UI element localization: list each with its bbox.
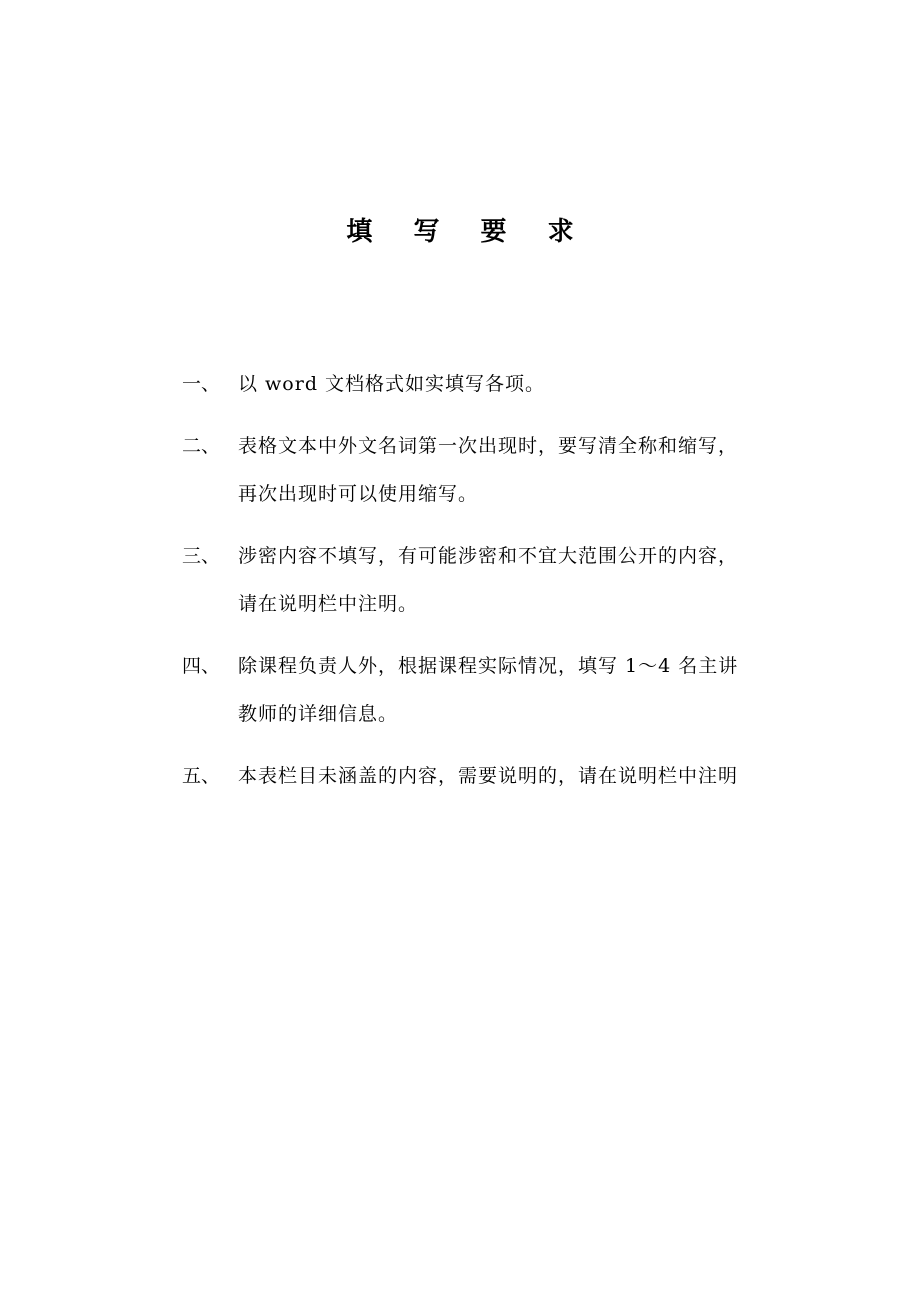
requirement-text: [238, 642, 782, 738]
requirement-text: [238, 532, 782, 628]
requirement-number: 二、: [182, 435, 221, 457]
requirement-line: 再次出现时可以使用缩写。: [238, 483, 479, 505]
requirement-line: 以 word 文档格式如实填写各项。: [238, 373, 546, 395]
requirement-line: 除课程负责人外，根据课程实际情况，填写 1～4 名主讲: [238, 655, 739, 677]
requirement-item-3: [182, 532, 782, 628]
requirement-number: 一、: [182, 373, 221, 395]
requirement-line: 涉密内容不填写，有可能涉密和不宜大范围公开的内容，: [238, 545, 739, 567]
requirement-number: 三、: [182, 545, 221, 567]
requirement-line: 表格文本中外文名词第一次出现时，要写清全称和缩写，: [238, 435, 739, 457]
requirement-text: [238, 422, 782, 518]
requirement-number: 四、: [182, 655, 221, 677]
requirement-item-1: [182, 360, 782, 408]
requirement-item-4: [182, 642, 782, 738]
requirement-line: 本表栏目未涵盖的内容，需要说明的，请在说明栏中注明: [238, 765, 739, 787]
requirement-text: [238, 360, 782, 408]
requirement-line: 教师的详细信息。: [238, 703, 399, 725]
page-title: 填 写 要 求: [346, 217, 590, 247]
requirement-text: [238, 752, 782, 800]
requirement-line: 请在说明栏中注明。: [238, 593, 419, 615]
requirement-item-5: [182, 752, 782, 800]
requirements-list: [182, 360, 782, 814]
requirement-number: 五、: [182, 765, 221, 787]
requirement-item-2: [182, 422, 782, 518]
